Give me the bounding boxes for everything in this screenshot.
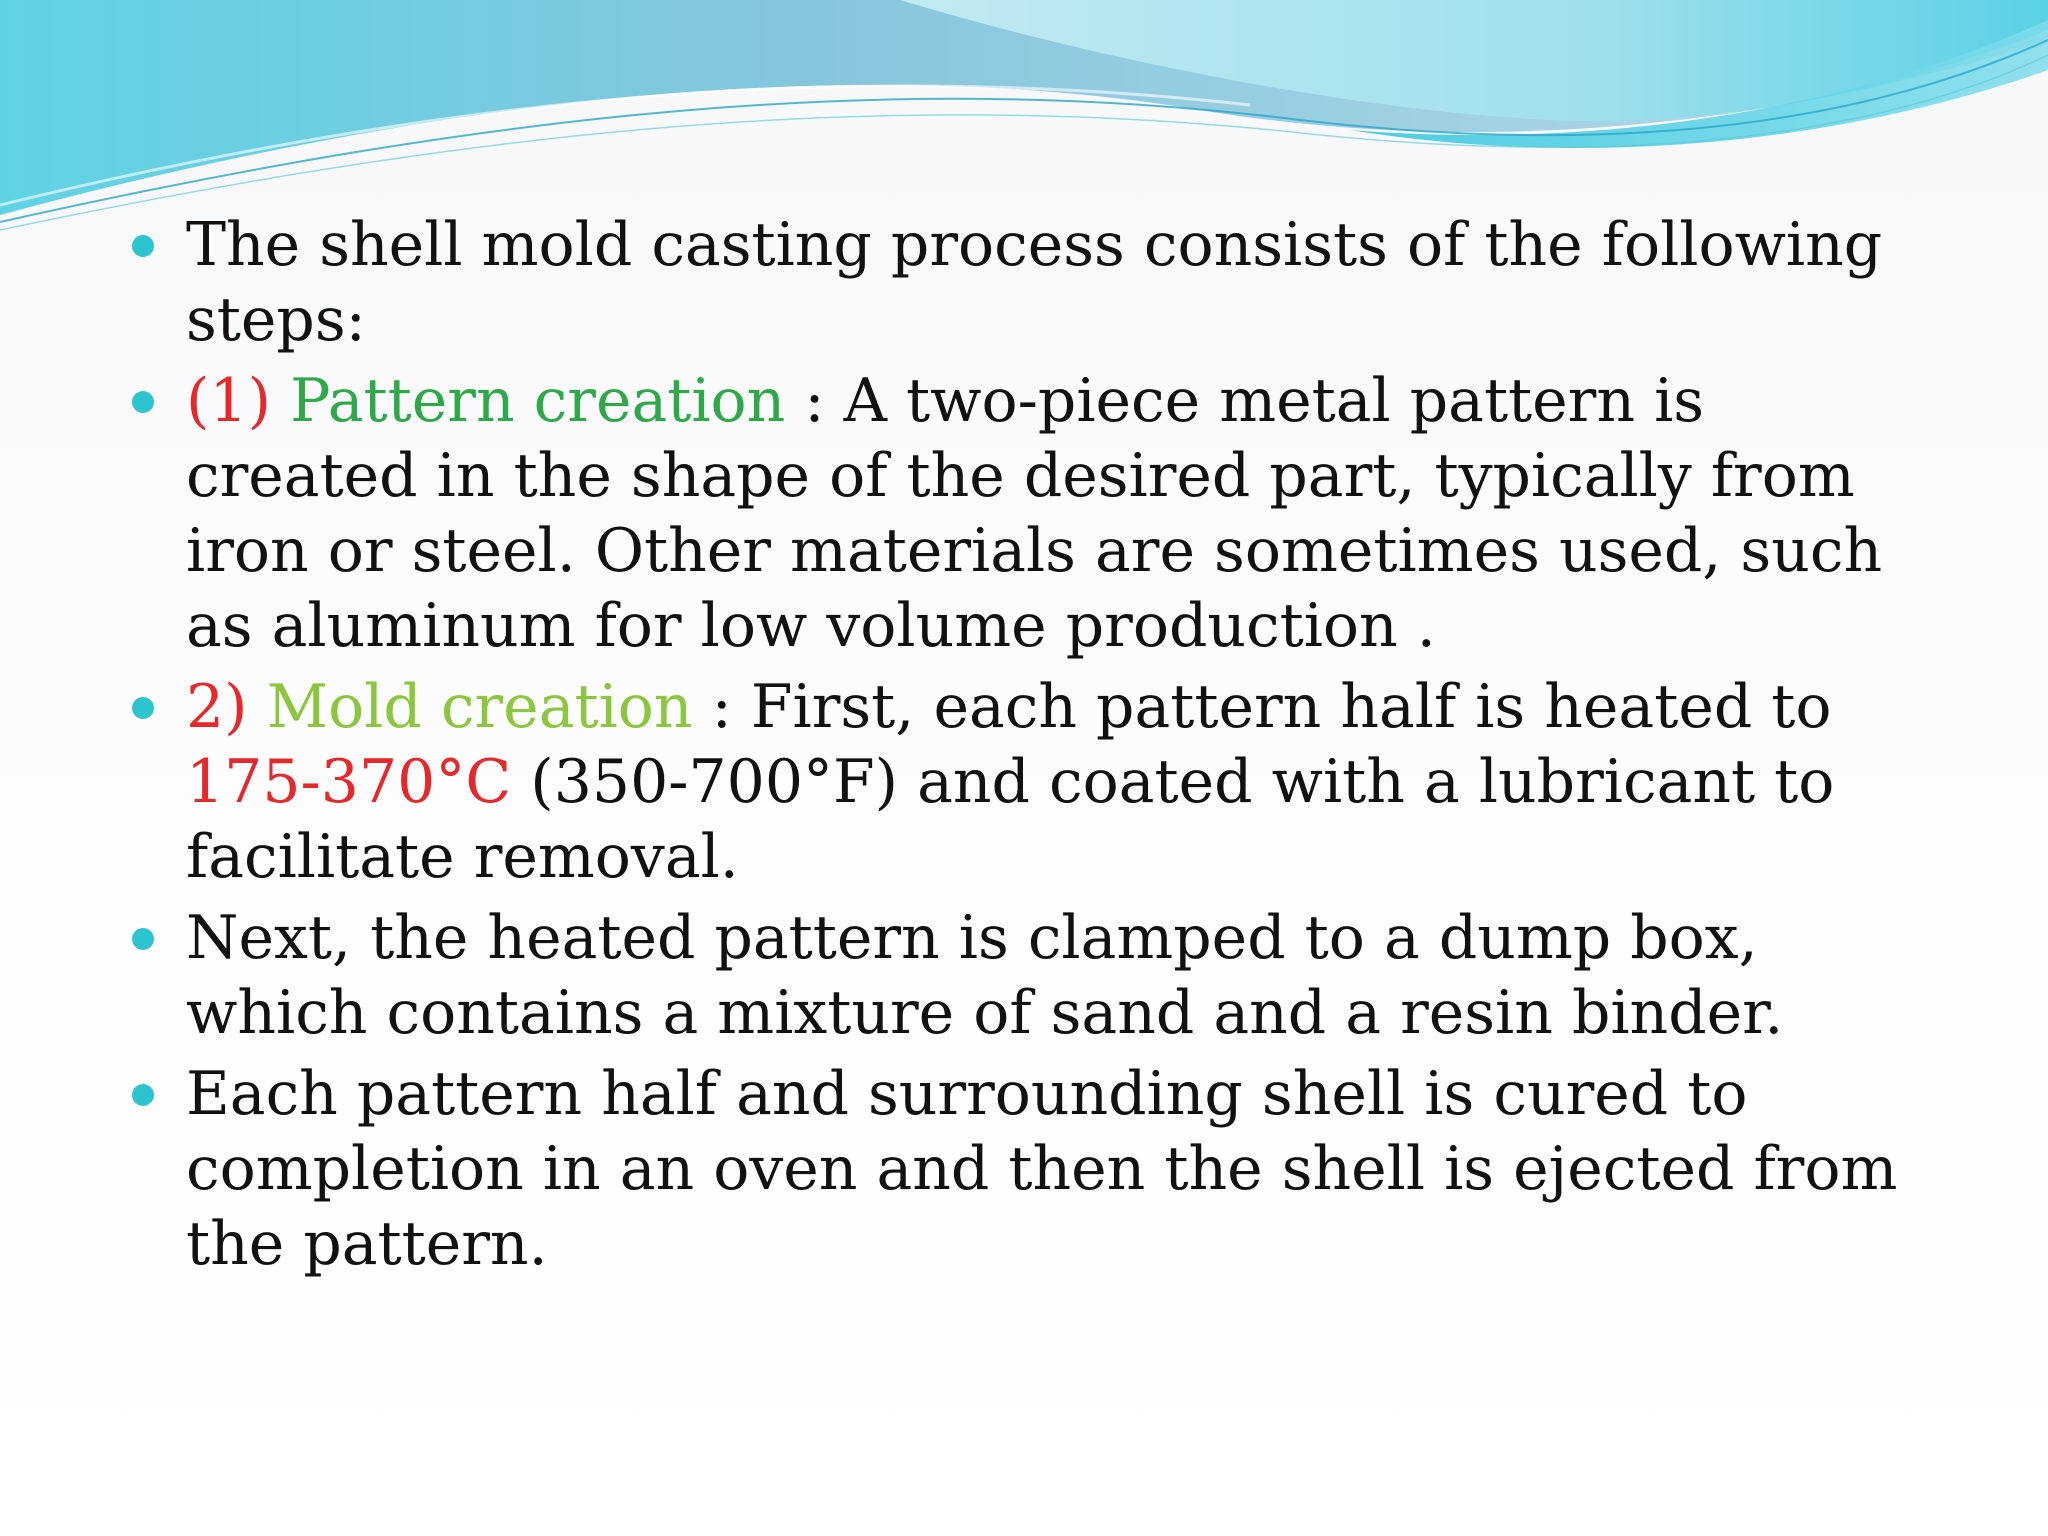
bullet-text-before: First, each pattern half is heated to [750, 672, 1832, 742]
step-term: Pattern creation [290, 366, 786, 436]
bullet-dot-icon [132, 928, 154, 950]
bullet-text: Next, the heated pattern is clamped to a dump box, which contains a mixture of sand and a resin binder. [186, 903, 1784, 1048]
bullet-dot-icon [132, 1084, 154, 1106]
bullet-dot-icon [132, 235, 154, 257]
bullet-dump-box [132, 901, 1932, 1051]
bullet-text: The shell mold casting process consists of the following steps: [186, 210, 1883, 355]
bullet-text: Each pattern half and surrounding shell is cured to completion in an oven and then the shell is ejected from the pattern. [186, 1059, 1898, 1279]
step-number: (1) [186, 366, 271, 436]
bullet-curing [132, 1057, 1932, 1282]
bullet-list [132, 208, 1932, 1288]
step-term: Mold creation [266, 672, 693, 742]
bullet-pattern-creation [132, 364, 1932, 664]
header-wave-decoration [0, 0, 2048, 240]
bullet-text-after: (350-700°F) and coated with a lubricant to facilitate removal. [186, 747, 1835, 892]
bullet-text: A two-piece metal pattern is created in the shape of the desired part, typically from iron or steel. Other materials are sometimes used, such as aluminum for low volume production . [186, 366, 1883, 661]
step-number: 2) [186, 672, 248, 742]
bullet-dot-icon [132, 697, 154, 719]
temperature-range: 175-370°C [186, 747, 512, 817]
step-separator: : [692, 672, 751, 742]
bullet-dot-icon [132, 391, 154, 413]
bullet-mold-creation [132, 670, 1932, 895]
bullet-intro [132, 208, 1932, 358]
step-separator: : [785, 366, 844, 436]
